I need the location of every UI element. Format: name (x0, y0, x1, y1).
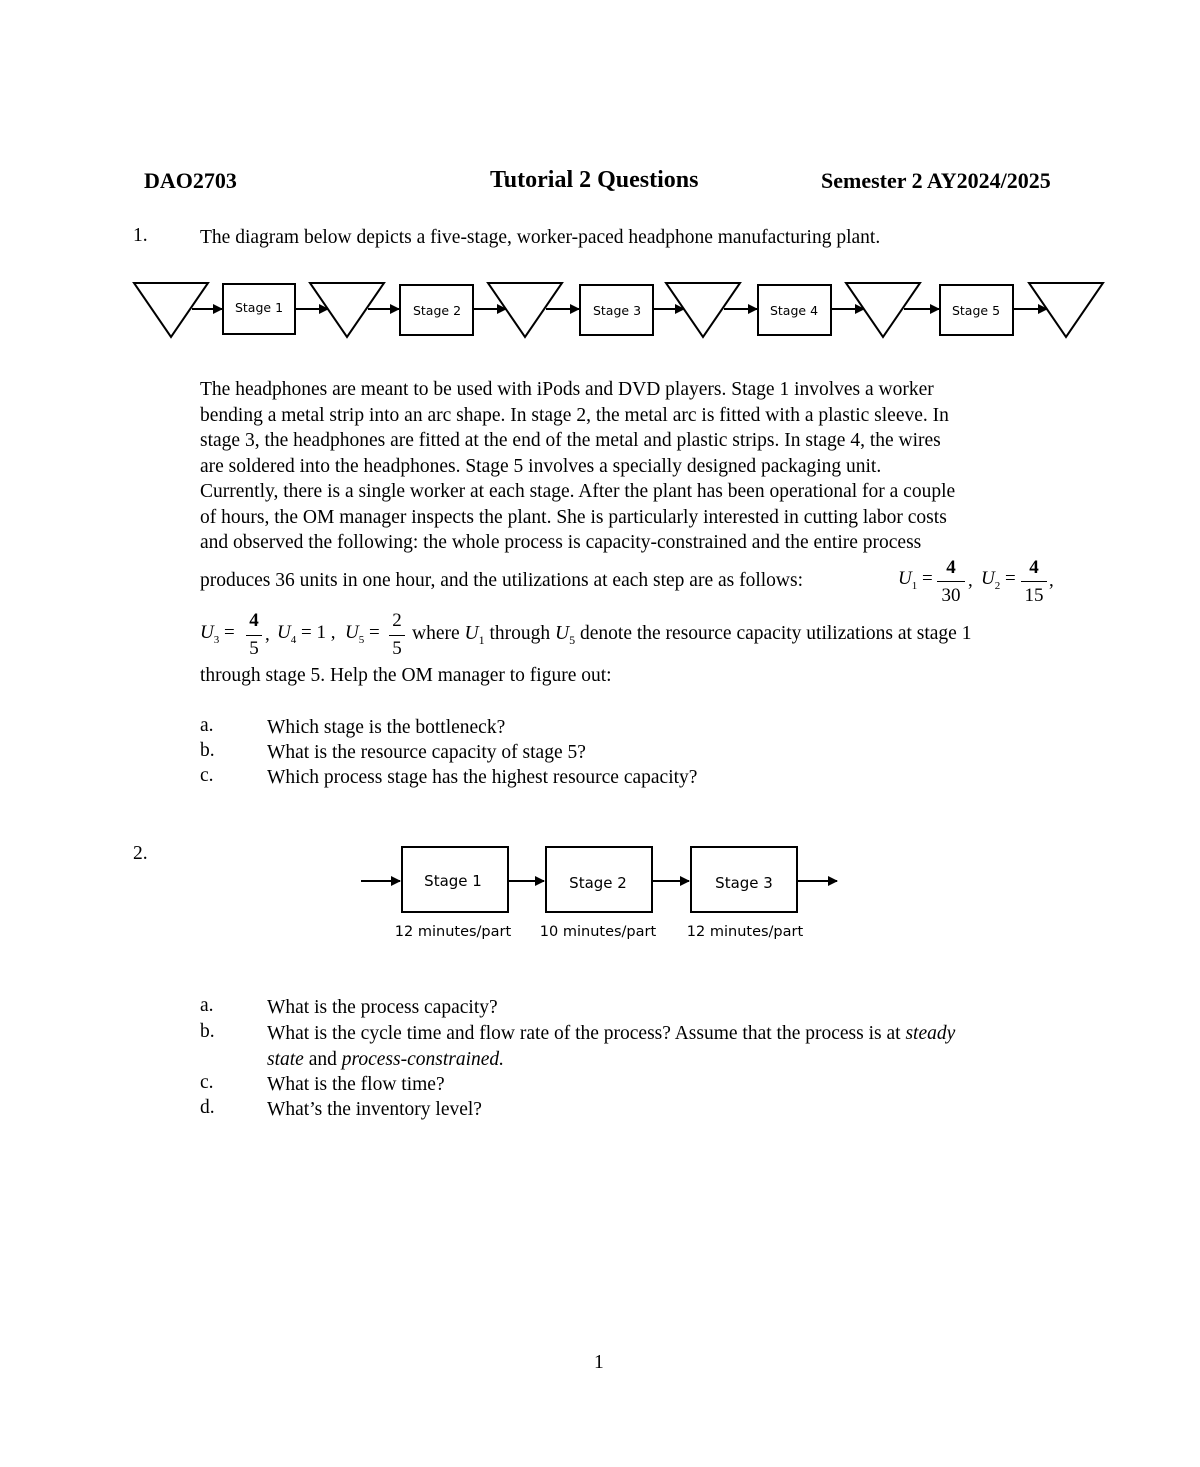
sub-question-letter: b. (200, 740, 215, 761)
u2-symbol: U (981, 568, 995, 589)
where-u5-symbol: U (555, 623, 570, 644)
stage-1-time: 12 minutes/part (394, 924, 512, 940)
where-clause (412, 621, 971, 653)
u1-numerator: 4 (946, 557, 956, 578)
u1-equation: $U_1$ = (898, 568, 933, 592)
where-u5-subscript: 5 (569, 632, 576, 647)
sub-question-text: Which process stage has the highest resource capacity? (267, 767, 698, 788)
where-u1-subscript: 1 (478, 632, 485, 647)
paragraph-line: are soldered into the headphones. Stage 5 involves a specially designed packaging unit. (200, 455, 882, 477)
u2-equation: $U_2$ = (981, 568, 1016, 592)
page-number: 1 (594, 1352, 604, 1373)
sub-question-text: What is the process capacity? (267, 997, 498, 1018)
three-stage-process-diagram (355, 838, 855, 946)
sub-question-text (267, 1021, 1067, 1072)
comma: , (265, 624, 270, 645)
sub-question-text: What is the flow time? (267, 1074, 445, 1095)
sub-question-letter: c. (200, 765, 214, 786)
and-word: and (308, 1048, 337, 1070)
course-code: DAO2703 (144, 168, 237, 193)
question-1-number: 1. (133, 225, 148, 246)
where-description: denote the resource capacity utilizations at stage 1 (580, 623, 972, 644)
stage-3-time: 12 minutes/part (686, 924, 804, 940)
sub-question-letter: a. (200, 715, 214, 736)
emphasis-steady: steady (905, 1023, 956, 1044)
u3-equation: $U_3$ = (200, 622, 235, 646)
page-title: Tutorial 2 Questions (490, 167, 699, 193)
u3-symbol: U (200, 622, 214, 643)
stage-2-label: Stage 2 (569, 874, 627, 892)
sub-question-letter: d. (200, 1097, 215, 1118)
sub-question-letter: b. (200, 1021, 215, 1042)
question-2-number: 2. (133, 843, 148, 864)
u2-subscript: 2 (994, 579, 1001, 592)
u4-symbol: U (277, 622, 291, 643)
u5-equation: $U_5$ = (345, 622, 380, 646)
u1-subscript: 1 (911, 579, 918, 592)
stage-2-time: 10 minutes/part (539, 924, 657, 940)
fraction-bar (937, 581, 965, 582)
produces-line: produces 36 units in one hour, and the utilizations at each step are as follows: (200, 570, 804, 591)
stage-1-label: Stage 1 (234, 300, 284, 315)
u4-equation: $U_4 = 1$ , (277, 622, 336, 646)
emphasis-state: state (267, 1048, 304, 1070)
u5-numerator: 2 (392, 610, 402, 631)
u3-numerator: 4 (249, 610, 259, 631)
stage-5-label: Stage 5 (951, 303, 1001, 318)
comma: , (968, 570, 973, 591)
paragraph-line: bending a metal strip into an arc shape. In stage 2, the metal arc is fitted with a plastic sleeve. In (200, 404, 949, 426)
u3-denominator: 5 (249, 638, 259, 659)
u3-subscript: 3 (213, 633, 220, 646)
u2-numerator: 4 (1029, 557, 1039, 578)
sub-question-text: Which stage is the bottleneck? (267, 717, 506, 738)
five-stage-process-diagram (130, 278, 1110, 344)
question-1-description (200, 377, 955, 556)
where-word: where (412, 623, 460, 644)
semester-label: Semester 2 AY2024/2025 (821, 168, 1051, 193)
comma: , (1049, 570, 1054, 591)
u1-denominator: 30 (941, 585, 961, 606)
fraction-bar (389, 635, 405, 636)
emphasis-process-constrained: process-constrained. (341, 1048, 505, 1070)
u1-symbol: U (898, 568, 912, 589)
sub-question-text: What is the resource capacity of stage 5? (267, 742, 586, 763)
where-u1-symbol: U (464, 623, 479, 644)
stage-3-label: Stage 3 (592, 303, 642, 318)
sub-question-text: What’s the inventory level? (267, 1099, 482, 1120)
paragraph-line: and observed the following: the whole process is capacity-constrained and the entire process (200, 532, 922, 553)
through-word: through (489, 623, 551, 644)
u5-subscript: 5 (358, 633, 365, 646)
paragraph-line: of hours, the OM manager inspects the plant. She is particularly interested in cutting labor costs (200, 506, 947, 528)
paragraph-line: The headphones are meant to be used with iPods and DVD players. Stage 1 involves a worker (200, 379, 934, 400)
fraction-bar (1021, 581, 1047, 582)
paragraph-line: Currently, there is a single worker at each stage. After the plant has been operational for a couple (200, 481, 956, 502)
question-1-last-line: through stage 5. Help the OM manager to figure out: (200, 665, 612, 686)
u2-denominator: 15 (1024, 585, 1044, 606)
stage-3-label: Stage 3 (715, 874, 773, 892)
u5-symbol: U (345, 622, 359, 643)
paragraph-line: stage 3, the headphones are fitted at the end of the metal and plastic strips. In stage 4, the wires (200, 430, 941, 451)
u5-denominator: 5 (392, 638, 402, 659)
stage-2-label: Stage 2 (412, 303, 462, 318)
sub-question-letter: c. (200, 1072, 214, 1093)
stage-1-label: Stage 1 (424, 872, 482, 890)
question-1-intro: The diagram below depicts a five-stage, worker-paced headphone manufacturing plant. (200, 227, 881, 248)
u4-subscript: 4 (290, 633, 297, 646)
u4-value: 1 (316, 622, 326, 643)
fraction-bar (246, 635, 262, 636)
sub-question-text-part: What is the cycle time and flow rate of the process? Assume that the process is at (267, 1023, 901, 1044)
sub-question-letter: a. (200, 995, 214, 1016)
stage-4-label: Stage 4 (769, 303, 819, 318)
